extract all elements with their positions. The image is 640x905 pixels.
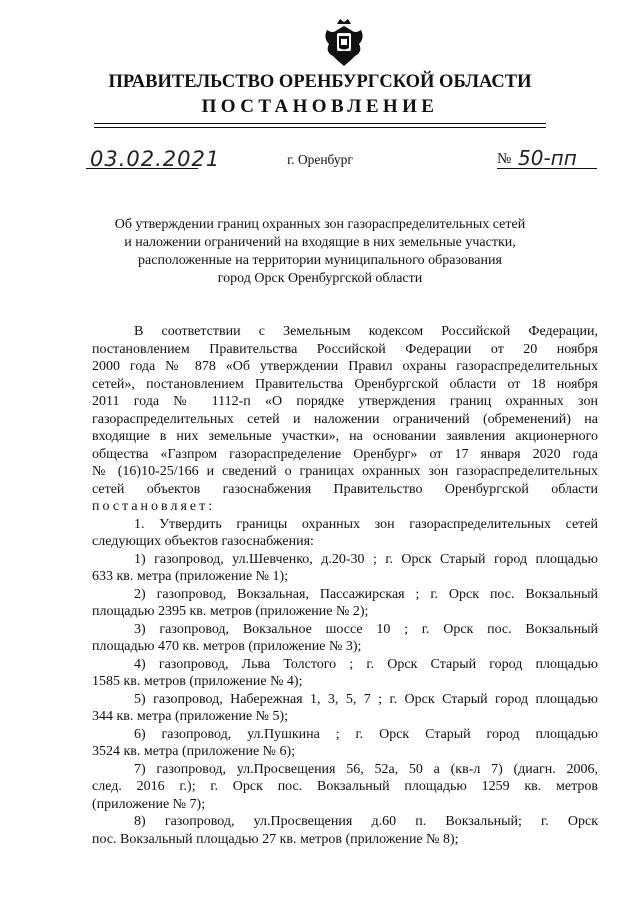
document-subject — [70, 216, 570, 288]
list-item-3-cont: площадью 470 кв. метров (приложение № 3); — [92, 639, 362, 654]
subject-line: и наложении ограничений на входящие в них земельные участки, — [124, 235, 516, 250]
body-line: следующих объектов газоснабжения: — [92, 534, 314, 549]
body-line: В соответствии с Земельным кодексом Российской Федерации, — [134, 324, 598, 339]
list-item-1-cont: 633 кв. метра (приложение № 1); — [92, 569, 289, 584]
body-line: № (16)10-25/166 и сведений о границах охранных зон газораспределительных — [92, 464, 598, 479]
body-line: газораспределительных сетей и наложении ограничений (обременений) на — [92, 411, 598, 427]
list-item-4: 4) газопровод, Льва Толстого ; г. Орск Старый город площадью — [134, 656, 598, 672]
body-line: постановлением Правительства Российской Федерации от 20 ноября — [92, 341, 598, 357]
list-item-6-cont: 3524 кв. метра (приложение № 6); — [92, 744, 296, 759]
document-body — [92, 323, 598, 848]
list-item-1: 1) газопровод, ул.Шевченко, д.20-30 ; г. Орск Старый город площадью — [134, 551, 598, 567]
list-item-3: 3) газопровод, Вокзальное шоссе 10 ; г. Орск пос. Вокзальный — [134, 621, 598, 637]
body-line: общества «Газпром газораспределение Оренбург» от 17 января 2020 года — [92, 446, 598, 462]
list-item-7: 7) газопровод, ул.Просвещения 56, 52а, 50 а (кв-л 7) (диагн. 2006, — [134, 761, 598, 777]
number-underline — [497, 168, 597, 169]
document-number: 50-пп — [518, 146, 577, 170]
government-title: ПРАВИТЕЛЬСТВО ОРЕНБУРГСКОЙ ОБЛАСТИ — [108, 72, 532, 92]
body-line: 2011 года № 1112-п «О порядке утверждения границ охранных зон — [92, 394, 598, 409]
document-type: ПОСТАНОВЛЕНИЕ — [201, 96, 439, 117]
coat-of-arms-emblem-icon — [323, 16, 365, 68]
subject-line: город Орск Оренбургской области — [217, 271, 423, 286]
header-rule-bottom — [94, 127, 546, 128]
list-item-8-cont: пос. Вокзальный площадью 27 кв. метров (приложение № 8); — [92, 831, 459, 847]
list-item-4-cont: 1585 кв. метров (приложение № 4); — [92, 674, 303, 689]
subject-line: Об утверждении границ охранных зон газораспределительных сетей — [114, 217, 526, 232]
list-item-8: 8) газопровод, ул.Просвещения д.60 п. Вокзальный; г. Орск — [134, 814, 598, 829]
list-item-2: 2) газопровод, Вокзальная, Пассажирская ; г. Орск пос. Вокзальный — [134, 586, 598, 602]
document-city: г. Оренбург — [287, 152, 353, 167]
body-line: 1. Утвердить границы охранных зон газораспределительных сетей — [134, 516, 598, 532]
header-rule-top — [94, 123, 546, 124]
document-date: 03.02.2021 — [90, 147, 221, 171]
body-line: 2000 года № 878 «Об утверждении Правил охраны газораспределительных — [92, 359, 598, 374]
list-item-5: 5) газопровод, Набережная 1, 3, 5, 7 ; г. Орск Старый город площадью — [134, 691, 598, 707]
body-line: входящие в них земельные участки», на основании заявления акционерного — [92, 429, 598, 444]
number-label: № — [497, 151, 512, 167]
subject-line: расположенные на территории муниципального образования — [138, 253, 502, 268]
list-item-7-cont: след. 2016 г.); г. Орск пос. Вокзальный площадью 1259 кв. метров — [92, 779, 598, 794]
list-item-2-cont: площадью 2395 кв. метров (приложение № 2); — [92, 604, 369, 619]
list-item-5-cont: 344 кв. метра (приложение № 5); — [92, 709, 289, 724]
body-line: сетей», постановлением Правительства Оренбургской области от 18 ноября — [92, 376, 598, 392]
list-item-6: 6) газопровод, ул.Пушкина ; г. Орск Старый город площадью — [134, 726, 598, 742]
list-item-7-cont: (приложение № 7); — [92, 796, 206, 812]
body-line-decree: постановляет: — [92, 499, 216, 514]
body-line: сетей объектов газоснабжения Правительство Оренбургской области — [92, 481, 598, 497]
date-underline — [86, 168, 198, 169]
